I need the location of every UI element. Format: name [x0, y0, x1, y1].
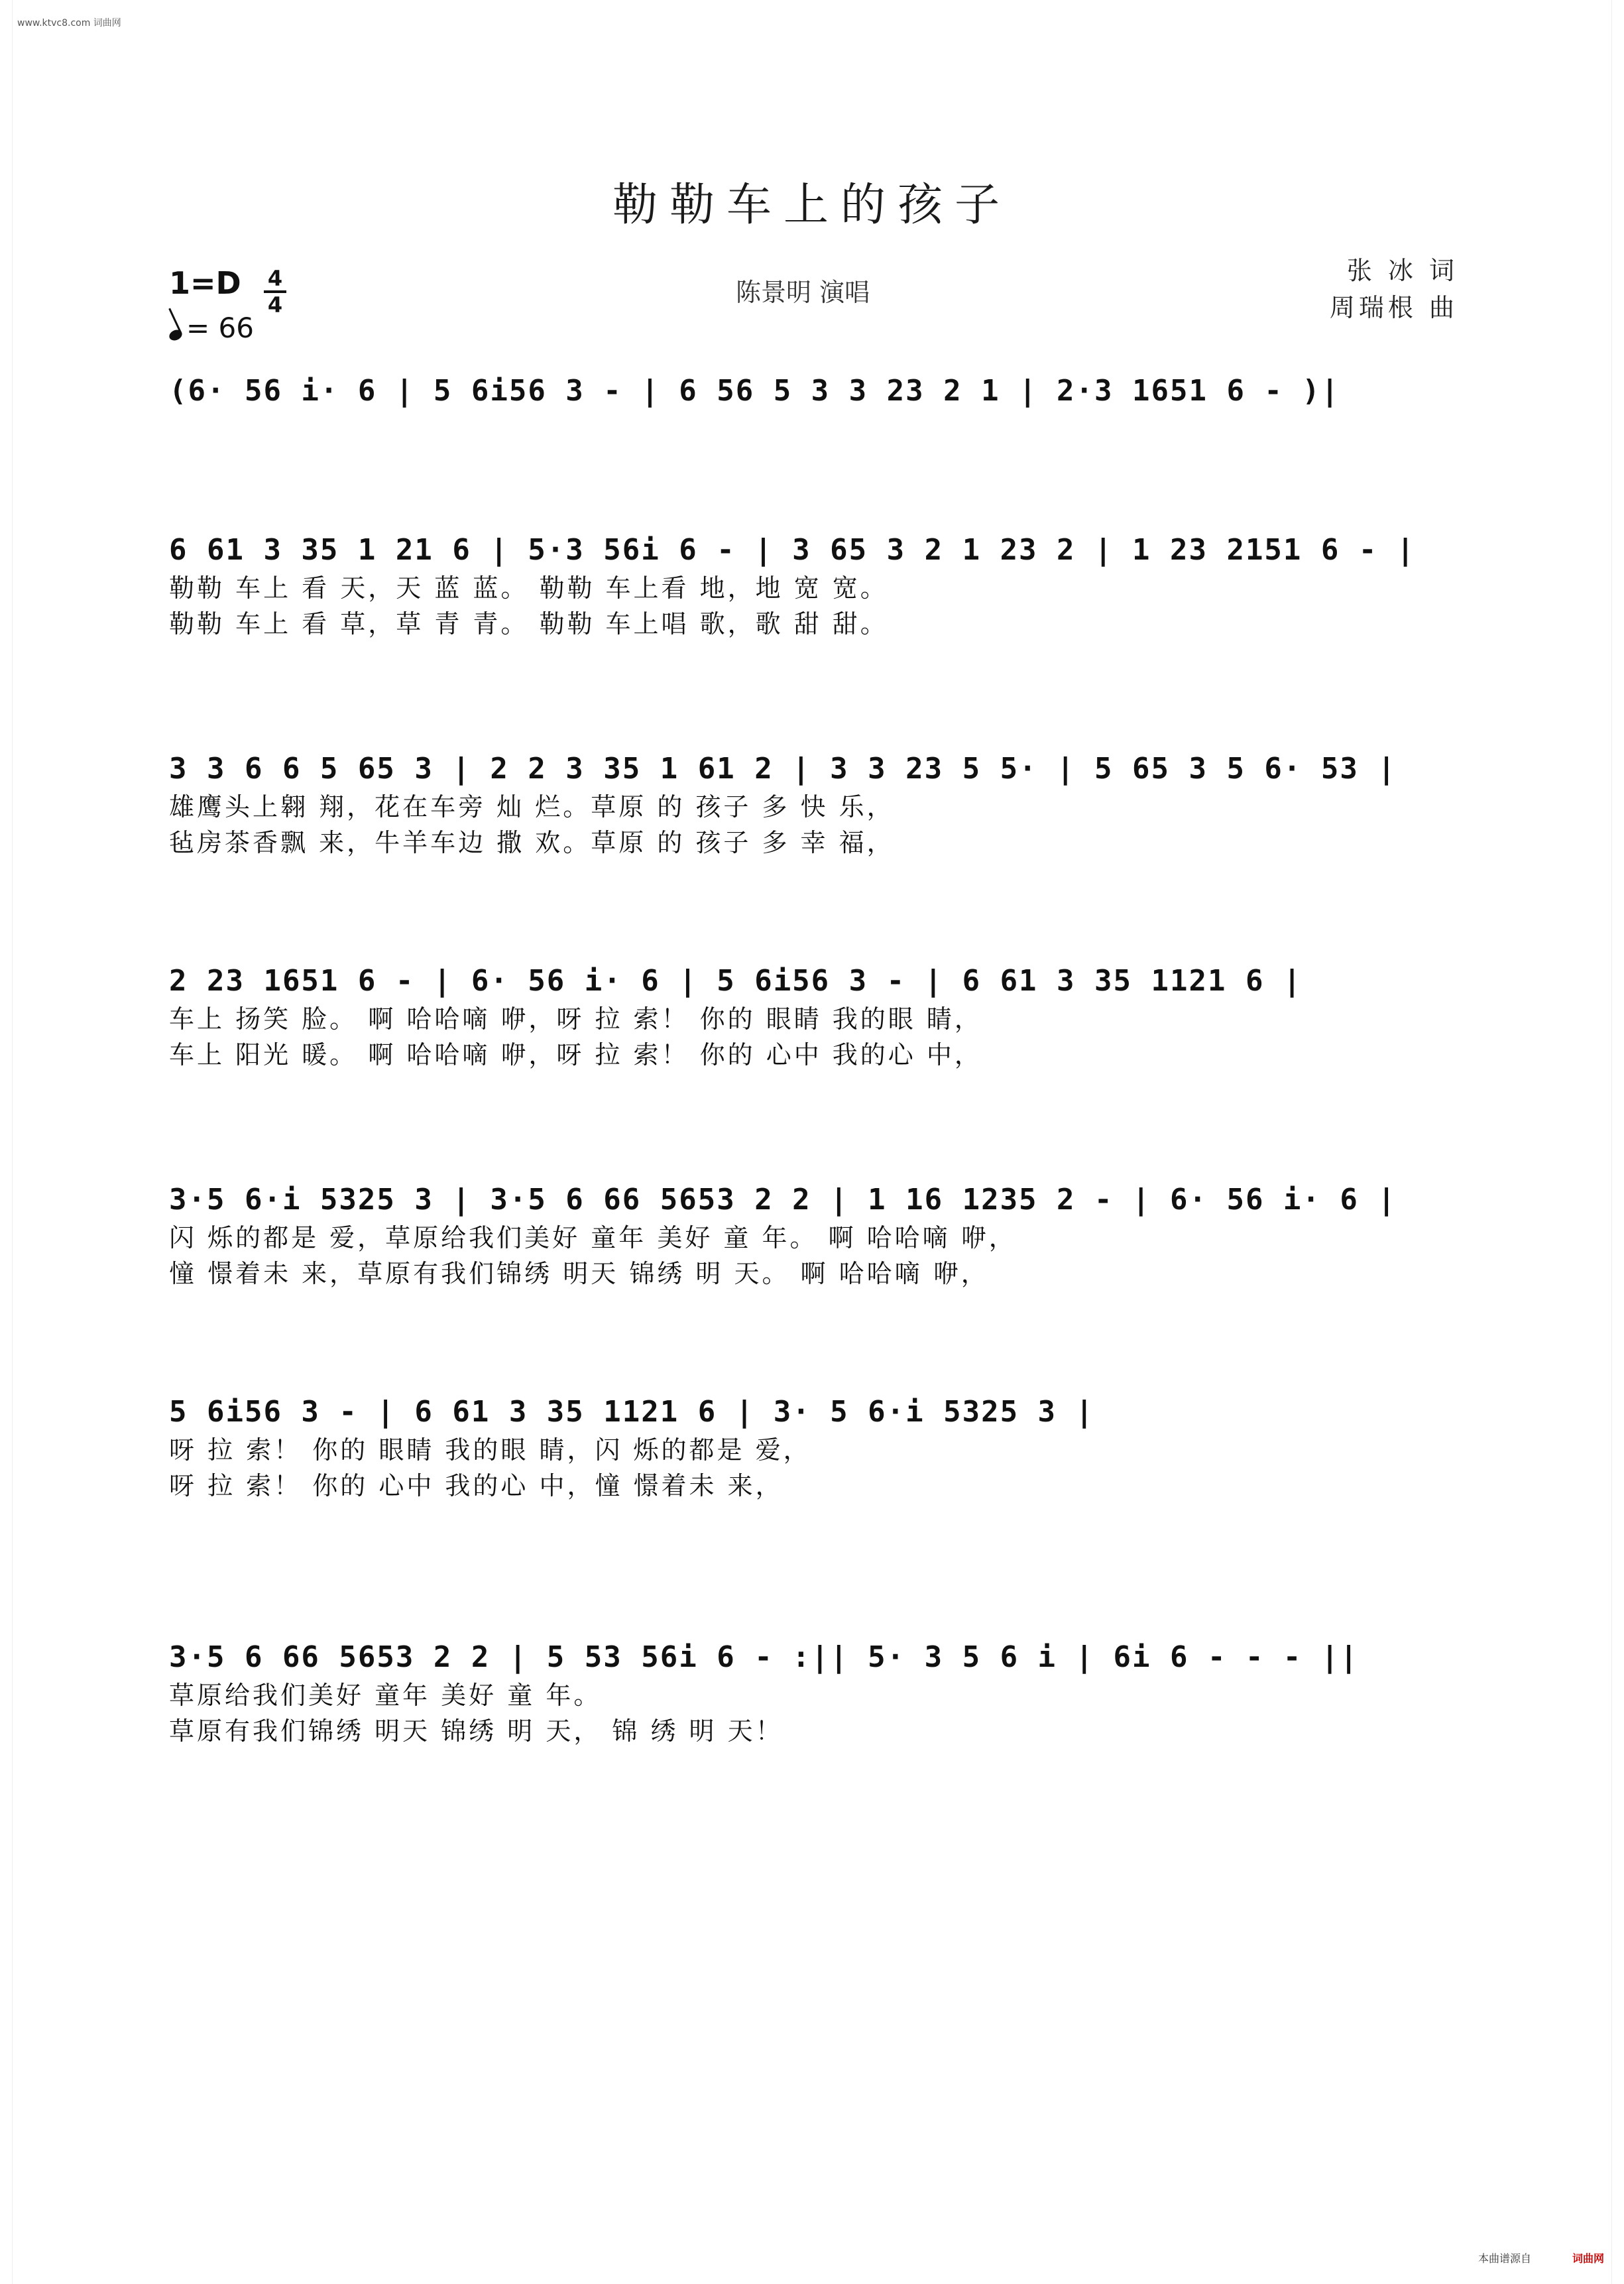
score-system	[169, 749, 1462, 861]
score-system	[169, 961, 1462, 1073]
footer-source-label: 本曲谱源自	[1478, 2252, 1531, 2265]
lyric-verse-2: 勒勒 车上 看 草，草 青 青。 勒勒 车上唱 歌，歌 甜 甜。	[169, 609, 888, 638]
composer-credit: 周瑞根 曲	[1329, 293, 1458, 322]
tempo-value: = 66	[186, 312, 254, 344]
lyric-verse-2: 毡房茶香飘 来，牛羊车边 撒 欢。草原 的 孩子 多 幸 福，	[169, 828, 895, 857]
time-signature-top: 4	[267, 266, 283, 291]
lyric-verse-2: 草原有我们锦绣 明天 锦绣 明 天， 锦 绣 明 天！	[169, 1716, 783, 1746]
score-system-intro	[169, 371, 1462, 411]
tempo-marking	[169, 312, 254, 344]
lyric-verse-1: 闪 烁的都是 爱，草原给我们美好 童年 美好 童 年。 啊 哈哈嘀 咿，	[169, 1223, 1017, 1252]
notation-line: 5 6i56 3 - | 6 61 3 35 1121 6 | 3· 5 6·i 5325 3 |	[169, 1395, 1095, 1429]
time-signature	[262, 267, 288, 317]
lyric-verse-1: 呀 拉 索！ 你的 眼睛 我的眼 睛，闪 烁的都是 爱，	[169, 1435, 811, 1465]
lyric-verse-2: 憧 憬着未 来，草原有我们锦绣 明天 锦绣 明 天。 啊 哈哈嘀 咿，	[169, 1259, 989, 1288]
song-title: 勒勒车上的孩子	[612, 179, 1012, 231]
lyric-verse-2: 车上 阳光 暖。 啊 哈哈嘀 咿，呀 拉 索！ 你的 心中 我的心 中，	[169, 1040, 982, 1069]
time-signature-bottom: 4	[267, 292, 283, 318]
lyric-verse-1: 雄鹰头上翱 翔，花在车旁 灿 烂。草原 的 孩子 多 快 乐，	[169, 792, 895, 821]
lyric-verse-1: 勒勒 车上 看 天，天 蓝 蓝。 勒勒 车上看 地，地 宽 宽。	[169, 573, 888, 603]
notation-line: 6 61 3 35 1 21 6 | 5·3 56i 6 - | 3 65 3 2 1 23 2 | 1 23 2151 6 - |	[169, 533, 1416, 567]
left-margin-strip	[0, 0, 13, 2284]
singer-credit: 陈景明 演唱	[736, 278, 870, 307]
notation-line: (6· 56 i· 6 | 5 6i56 3 - | 6 56 5 3 3 23 2 1 | 2·3 1651 6 - )|	[169, 374, 1340, 408]
notation-line: 3 3 6 6 5 65 3 | 2 2 3 35 1 61 2 | 3 3 23 5 5· | 5 65 3 5 6· 53 |	[169, 752, 1397, 786]
score-system	[169, 1180, 1462, 1292]
quarter-note-icon	[168, 328, 184, 342]
score-system	[169, 1392, 1462, 1504]
notation-line: 3·5 6 66 5653 2 2 | 5 53 56i 6 - :|| 5· 3 5 6 i | 6i 6 - - - ||	[169, 1640, 1359, 1674]
lyric-verse-1: 草原给我们美好 童年 美好 童 年。	[169, 1681, 602, 1710]
lyric-verse-2: 呀 拉 索！ 你的 心中 我的心 中，憧 憬着未 来，	[169, 1471, 783, 1500]
author-credits	[1330, 252, 1458, 326]
notation-line: 2 23 1651 6 - | 6· 56 i· 6 | 5 6i56 3 - | 6 61 3 35 1121 6 |	[169, 964, 1303, 998]
lyric-verse-1: 车上 扬笑 脸。 啊 哈哈嘀 咿，呀 拉 索！ 你的 眼睛 我的眼 睛，	[169, 1004, 982, 1034]
notation-line: 3·5 6·i 5325 3 | 3·5 6 66 5653 2 2 | 1 16 1235 2 - | 6· 56 i· 6 |	[169, 1183, 1397, 1217]
footer-site-logo: 词曲网	[1572, 2252, 1604, 2265]
score-system	[169, 530, 1462, 642]
key-signature: 1=D	[169, 265, 241, 301]
right-margin-strip	[1611, 0, 1624, 2284]
lyricist-credit: 张 冰 词	[1346, 256, 1458, 285]
site-watermark: www.ktvc8.com 词曲网	[17, 18, 121, 29]
score-system	[169, 1638, 1462, 1749]
